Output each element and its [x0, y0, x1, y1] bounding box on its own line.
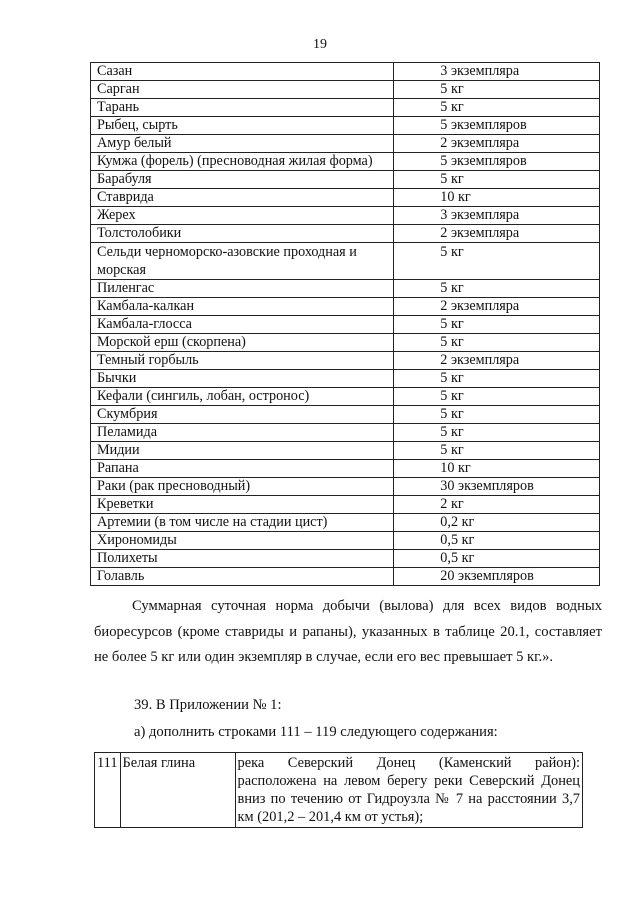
- table-row: [91, 243, 600, 280]
- species-cell: Скумбрия: [91, 406, 394, 424]
- species-cell: Артемии (в том числе на стадии цист): [91, 514, 394, 532]
- table-row: [91, 388, 600, 406]
- norm-cell: 5 кг: [394, 370, 600, 388]
- norm-cell: 5 кг: [394, 406, 600, 424]
- species-cell: Кумжа (форель) (пресноводная жилая форма): [91, 153, 394, 171]
- row-number-cell: 111: [95, 753, 121, 828]
- species-cell: Морской ерш (скорпена): [91, 334, 394, 352]
- species-cell: Камбала-калкан: [91, 298, 394, 316]
- species-cell: Барабуля: [91, 171, 394, 189]
- species-cell: Пиленгас: [91, 280, 394, 298]
- table-row: [91, 370, 600, 388]
- species-cell: Ставрида: [91, 189, 394, 207]
- norm-cell: 3 экземпляра: [394, 207, 600, 225]
- table-row: [91, 225, 600, 243]
- table-row: [91, 460, 600, 478]
- species-cell: Пеламида: [91, 424, 394, 442]
- table-row: [91, 189, 600, 207]
- table-row: [91, 352, 600, 370]
- table-row: [91, 63, 600, 81]
- species-cell: Амур белый: [91, 135, 394, 153]
- norm-cell: 5 кг: [394, 442, 600, 460]
- table-row: [91, 424, 600, 442]
- species-cell: Камбала-глосса: [91, 316, 394, 334]
- species-cell: Рапана: [91, 460, 394, 478]
- norm-cell: 20 экземпляров: [394, 568, 600, 586]
- norm-cell: 5 экземпляров: [394, 117, 600, 135]
- species-cell: Темный горбыль: [91, 352, 394, 370]
- table-row: [91, 153, 600, 171]
- species-cell: Сельди черноморско-азовские проходная и морская: [91, 243, 394, 280]
- norm-cell: 0,5 кг: [394, 550, 600, 568]
- table-row: [91, 496, 600, 514]
- species-cell: Креветки: [91, 496, 394, 514]
- table-row: [91, 81, 600, 99]
- norm-cell: 2 экземпляра: [394, 352, 600, 370]
- species-cell: Сарган: [91, 81, 394, 99]
- appendix-table-body: [95, 753, 583, 828]
- table-row: [91, 406, 600, 424]
- table-row: [91, 568, 600, 586]
- table-row: [91, 99, 600, 117]
- norm-cell: 10 кг: [394, 460, 600, 478]
- norm-cell: 5 кг: [394, 171, 600, 189]
- norm-cell: 5 экземпляров: [394, 153, 600, 171]
- species-cell: Жерех: [91, 207, 394, 225]
- species-cell: Кефали (сингиль, лобан, остронос): [91, 388, 394, 406]
- table-row: [91, 280, 600, 298]
- table-row: [91, 334, 600, 352]
- table-row: [91, 442, 600, 460]
- norm-cell: 5 кг: [394, 334, 600, 352]
- species-cell: Голавль: [91, 568, 394, 586]
- summary-paragraph: Суммарная суточная норма добычи (вылова) для всех видов водных биоресурсов (кроме ставриды и рапаны), указанных в таблице 20.1, составляет не более 5 кг или один экземпляр в случае, если его вес превышает 5 кг.».: [94, 598, 602, 665]
- table-row: [91, 550, 600, 568]
- table-row: [91, 478, 600, 496]
- species-cell: Раки (рак пресноводный): [91, 478, 394, 496]
- item-a-paragraph: а) дополнить строками 111 – 119 следующего содержания:: [134, 724, 498, 740]
- species-cell: Хирономиды: [91, 532, 394, 550]
- object-name-cell: Белая глина: [120, 753, 235, 828]
- norm-cell: 5 кг: [394, 81, 600, 99]
- norm-cell: 10 кг: [394, 189, 600, 207]
- species-cell: Полихеты: [91, 550, 394, 568]
- table-row: [91, 207, 600, 225]
- location-description-cell: река Северский Донец (Каменский район): расположена на левом берегу реки Северский Донец вниз по течению от Гидроузла № 7 на расстоянии 3,7 км (201,2 – 201,4 км от устья);: [235, 753, 582, 828]
- norm-cell: 5 кг: [394, 388, 600, 406]
- species-cell: Рыбец, сырть: [91, 117, 394, 135]
- table-row: [95, 753, 583, 828]
- catch-norms-table-body: [91, 63, 600, 586]
- table-row: [91, 135, 600, 153]
- norm-cell: 0,5 кг: [394, 532, 600, 550]
- norm-cell: 5 кг: [394, 424, 600, 442]
- norm-cell: 5 кг: [394, 99, 600, 117]
- norm-cell: 5 кг: [394, 316, 600, 334]
- item-39-paragraph: 39. В Приложении № 1:: [134, 697, 282, 713]
- norm-cell: 0,2 кг: [394, 514, 600, 532]
- species-cell: Тарань: [91, 99, 394, 117]
- appendix-table: [94, 752, 583, 828]
- table-row: [91, 171, 600, 189]
- norm-cell: 2 экземпляра: [394, 135, 600, 153]
- norm-cell: 5 кг: [394, 280, 600, 298]
- table-row: [91, 514, 600, 532]
- species-cell: Сазан: [91, 63, 394, 81]
- norm-cell: 30 экземпляров: [394, 478, 600, 496]
- catch-norms-table: [90, 62, 600, 586]
- norm-cell: 2 экземпляра: [394, 298, 600, 316]
- norm-cell: 2 экземпляра: [394, 225, 600, 243]
- species-cell: Бычки: [91, 370, 394, 388]
- norm-cell: 2 кг: [394, 496, 600, 514]
- norm-cell: 3 экземпляра: [394, 63, 600, 81]
- norm-cell: 5 кг: [394, 243, 600, 280]
- species-cell: Мидии: [91, 442, 394, 460]
- species-cell: Толстолобики: [91, 225, 394, 243]
- table-row: [91, 532, 600, 550]
- page-number: 19: [313, 37, 327, 52]
- table-row: [91, 298, 600, 316]
- table-row: [91, 117, 600, 135]
- table-row: [91, 316, 600, 334]
